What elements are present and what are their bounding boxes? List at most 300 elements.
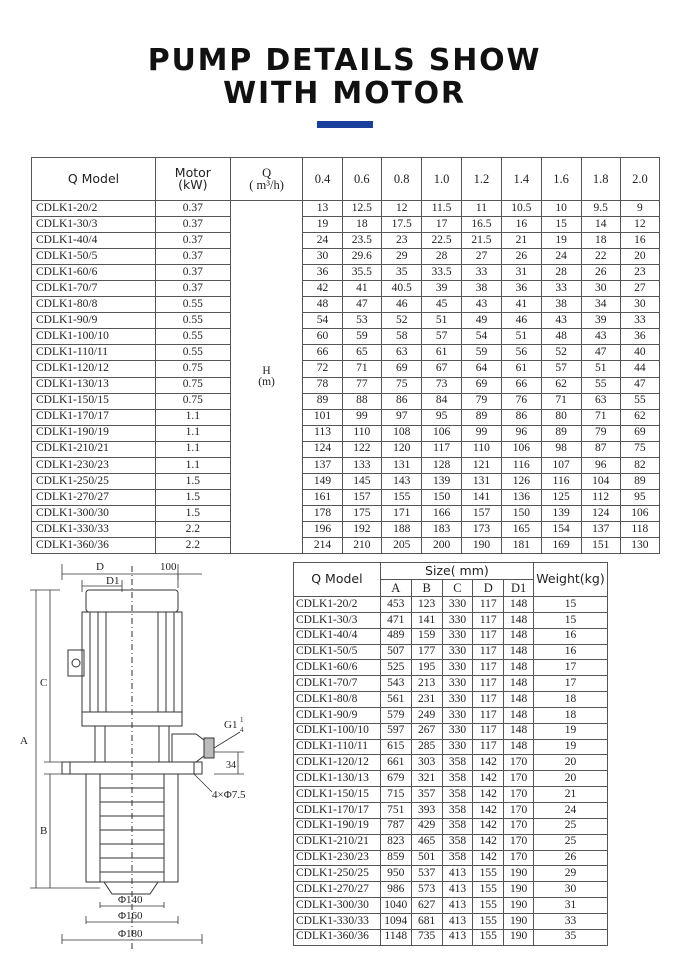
head-value-cell: 41 bbox=[502, 297, 541, 313]
table-row bbox=[32, 361, 660, 377]
head-value-cell: 23 bbox=[382, 233, 422, 249]
size-value-cell: 148 bbox=[504, 692, 534, 708]
head-value-cell: 22 bbox=[581, 249, 620, 265]
flow-header-l1: Q bbox=[262, 165, 272, 180]
motor-cell: 0.37 bbox=[155, 217, 230, 233]
head-value-cell: 46 bbox=[382, 297, 422, 313]
table-row bbox=[294, 898, 608, 914]
head-value-cell: 99 bbox=[342, 409, 381, 425]
size-value-cell: 823 bbox=[380, 834, 411, 850]
flow-col-header: 1.2 bbox=[461, 158, 501, 201]
size-value-cell: 117 bbox=[473, 676, 504, 692]
head-value-cell: 11 bbox=[461, 201, 501, 217]
head-value-cell: 71 bbox=[581, 409, 620, 425]
size-value-cell: 117 bbox=[473, 723, 504, 739]
head-value-cell: 89 bbox=[303, 393, 342, 409]
head-value-cell: 30 bbox=[581, 281, 620, 297]
motor-body bbox=[68, 590, 182, 726]
size-value-cell: 413 bbox=[442, 913, 473, 929]
table-row bbox=[32, 217, 660, 233]
head-value-cell: 84 bbox=[422, 393, 461, 409]
head-value-cell: 116 bbox=[541, 473, 581, 489]
size-value-cell: 525 bbox=[380, 660, 411, 676]
weight-cell: 25 bbox=[534, 834, 608, 850]
table-row bbox=[294, 644, 608, 660]
head-value-cell: 38 bbox=[461, 281, 501, 297]
motor-header bbox=[155, 158, 230, 201]
head-value-cell: 36 bbox=[303, 265, 342, 281]
weight-cell: 15 bbox=[534, 612, 608, 628]
table-row bbox=[32, 473, 660, 489]
head-value-cell: 117 bbox=[422, 441, 461, 457]
model-cell: CDLK1-150/15 bbox=[294, 787, 381, 803]
head-value-cell: 161 bbox=[303, 489, 342, 505]
head-value-cell: 43 bbox=[541, 313, 581, 329]
model-cell: CDLK1-40/4 bbox=[32, 233, 156, 249]
head-value-cell: 33.5 bbox=[422, 265, 461, 281]
size-value-cell: 148 bbox=[504, 660, 534, 676]
head-value-cell: 75 bbox=[620, 441, 659, 457]
head-value-cell: 95 bbox=[422, 409, 461, 425]
size-value-cell: 267 bbox=[411, 723, 442, 739]
size-value-cell: 123 bbox=[411, 597, 442, 613]
dim-100-label: 100 bbox=[160, 561, 177, 573]
motor-cell: 0.37 bbox=[155, 265, 230, 281]
head-value-cell: 54 bbox=[303, 313, 342, 329]
head-value-cell: 86 bbox=[382, 393, 422, 409]
head-value-cell: 78 bbox=[303, 377, 342, 393]
dim-g-frac-num: 1 bbox=[240, 716, 244, 724]
head-value-cell: 196 bbox=[303, 521, 342, 537]
head-value-cell: 49 bbox=[461, 313, 501, 329]
head-value-cell: 175 bbox=[342, 505, 381, 521]
head-value-cell: 124 bbox=[581, 505, 620, 521]
head-value-cell: 112 bbox=[581, 489, 620, 505]
table-row bbox=[32, 457, 660, 473]
head-value-cell: 44 bbox=[620, 361, 659, 377]
model-cell: CDLK1-120/12 bbox=[32, 361, 156, 377]
model-cell: CDLK1-270/27 bbox=[32, 489, 156, 505]
table-row bbox=[294, 882, 608, 898]
size-value-cell: 330 bbox=[442, 739, 473, 755]
size-value-cell: 330 bbox=[442, 597, 473, 613]
head-value-cell: 60 bbox=[303, 329, 342, 345]
head-value-cell: 62 bbox=[541, 377, 581, 393]
size-value-cell: 155 bbox=[473, 913, 504, 929]
head-value-cell: 26 bbox=[581, 265, 620, 281]
size-value-cell: 321 bbox=[411, 771, 442, 787]
model-cell: CDLK1-20/2 bbox=[32, 201, 156, 217]
size-value-cell: 413 bbox=[442, 929, 473, 945]
head-value-cell: 14 bbox=[581, 217, 620, 233]
table-row bbox=[32, 201, 660, 217]
size-value-cell: 117 bbox=[473, 739, 504, 755]
head-value-cell: 171 bbox=[382, 505, 422, 521]
head-value-cell: 200 bbox=[422, 537, 461, 553]
head-value-cell: 151 bbox=[581, 537, 620, 553]
model-cell: CDLK1-230/23 bbox=[32, 457, 156, 473]
table-row bbox=[32, 313, 660, 329]
head-value-cell: 17 bbox=[422, 217, 461, 233]
weight-cell: 20 bbox=[534, 755, 608, 771]
head-value-cell: 131 bbox=[461, 473, 501, 489]
head-value-cell: 107 bbox=[541, 457, 581, 473]
table-row bbox=[294, 771, 608, 787]
head-value-cell: 214 bbox=[303, 537, 342, 553]
head-value-cell: 43 bbox=[581, 329, 620, 345]
flow-header bbox=[230, 158, 303, 201]
head-value-cell: 82 bbox=[620, 457, 659, 473]
head-value-cell: 43 bbox=[461, 297, 501, 313]
head-value-cell: 66 bbox=[303, 345, 342, 361]
table-row bbox=[32, 409, 660, 425]
weight-cell: 25 bbox=[534, 818, 608, 834]
head-value-cell: 133 bbox=[342, 457, 381, 473]
size-value-cell: 471 bbox=[380, 612, 411, 628]
head-value-cell: 58 bbox=[382, 329, 422, 345]
motor-cell: 0.37 bbox=[155, 233, 230, 249]
pump-neck bbox=[95, 726, 214, 762]
head-value-cell: 33 bbox=[461, 265, 501, 281]
head-value-cell: 192 bbox=[342, 521, 381, 537]
size-value-cell: 170 bbox=[504, 771, 534, 787]
head-value-cell: 66 bbox=[502, 377, 541, 393]
head-value-cell: 69 bbox=[620, 425, 659, 441]
size-value-cell: 1040 bbox=[380, 898, 411, 914]
model-cell: CDLK1-80/8 bbox=[32, 297, 156, 313]
head-value-cell: 29.6 bbox=[342, 249, 381, 265]
table-row bbox=[32, 265, 660, 281]
size-value-cell: 142 bbox=[473, 802, 504, 818]
motor-cell: 1.1 bbox=[155, 425, 230, 441]
head-value-cell: 150 bbox=[502, 505, 541, 521]
size-value-cell: 330 bbox=[442, 660, 473, 676]
performance-table bbox=[31, 157, 660, 554]
weight-cell: 33 bbox=[534, 913, 608, 929]
model-cell: CDLK1-110/11 bbox=[32, 345, 156, 361]
head-value-cell: 30 bbox=[303, 249, 342, 265]
model-cell: CDLK1-210/21 bbox=[32, 441, 156, 457]
size-value-cell: 501 bbox=[411, 850, 442, 866]
size-value-cell: 787 bbox=[380, 818, 411, 834]
head-value-cell: 40 bbox=[620, 345, 659, 361]
size-value-cell: 358 bbox=[442, 818, 473, 834]
model-cell: CDLK1-90/9 bbox=[32, 313, 156, 329]
size-value-cell: 148 bbox=[504, 707, 534, 723]
head-value-cell: 24 bbox=[541, 249, 581, 265]
head-value-cell: 96 bbox=[581, 457, 620, 473]
head-value-cell: 145 bbox=[342, 473, 381, 489]
size-value-cell: 561 bbox=[380, 692, 411, 708]
size-value-cell: 1148 bbox=[380, 929, 411, 945]
model-cell: CDLK1-300/30 bbox=[32, 505, 156, 521]
flow-col-header: 1.8 bbox=[581, 158, 620, 201]
table-row bbox=[32, 425, 660, 441]
head-value-cell: 39 bbox=[581, 313, 620, 329]
head-value-cell: 56 bbox=[502, 345, 541, 361]
head-value-cell: 40.5 bbox=[382, 281, 422, 297]
head-value-cell: 45 bbox=[422, 297, 461, 313]
size-value-cell: 190 bbox=[504, 898, 534, 914]
head-value-cell: 139 bbox=[422, 473, 461, 489]
head-value-cell: 106 bbox=[422, 425, 461, 441]
model-cell: CDLK1-170/17 bbox=[32, 409, 156, 425]
table-row bbox=[32, 329, 660, 345]
page-title bbox=[0, 44, 689, 110]
model-cell: CDLK1-250/25 bbox=[32, 473, 156, 489]
size-value-cell: 190 bbox=[504, 882, 534, 898]
weight-cell: 19 bbox=[534, 723, 608, 739]
head-value-cell: 110 bbox=[342, 425, 381, 441]
table-row bbox=[294, 929, 608, 945]
head-value-cell: 63 bbox=[581, 393, 620, 409]
head-label-cell bbox=[230, 201, 303, 554]
size-value-cell: 358 bbox=[442, 802, 473, 818]
head-value-cell: 27 bbox=[620, 281, 659, 297]
motor-cell: 0.75 bbox=[155, 393, 230, 409]
head-value-cell: 47 bbox=[342, 297, 381, 313]
head-value-cell: 33 bbox=[541, 281, 581, 297]
head-value-cell: 55 bbox=[620, 393, 659, 409]
size-col-header: D bbox=[473, 580, 504, 597]
head-value-cell: 89 bbox=[541, 425, 581, 441]
table-row bbox=[294, 660, 608, 676]
head-value-cell: 131 bbox=[382, 457, 422, 473]
size-value-cell: 213 bbox=[411, 676, 442, 692]
model-cell: CDLK1-130/13 bbox=[32, 377, 156, 393]
motor-cell: 1.5 bbox=[155, 505, 230, 521]
flow-col-header: 0.8 bbox=[382, 158, 422, 201]
head-value-cell: 12 bbox=[382, 201, 422, 217]
size-value-cell: 148 bbox=[504, 676, 534, 692]
model-cell: CDLK1-300/30 bbox=[294, 898, 381, 914]
weight-cell: 15 bbox=[534, 597, 608, 613]
table-row bbox=[294, 866, 608, 882]
head-value-cell: 183 bbox=[422, 521, 461, 537]
table-row bbox=[32, 489, 660, 505]
size-value-cell: 859 bbox=[380, 850, 411, 866]
size-value-cell: 117 bbox=[473, 660, 504, 676]
head-value-cell: 39 bbox=[422, 281, 461, 297]
table-row bbox=[294, 755, 608, 771]
head-value-cell: 121 bbox=[461, 457, 501, 473]
head-value-cell: 11.5 bbox=[422, 201, 461, 217]
head-value-cell: 63 bbox=[382, 345, 422, 361]
head-value-cell: 79 bbox=[581, 425, 620, 441]
size-col-header: B bbox=[411, 580, 442, 597]
size-value-cell: 950 bbox=[380, 866, 411, 882]
motor-cell: 0.75 bbox=[155, 361, 230, 377]
head-value-cell: 57 bbox=[422, 329, 461, 345]
head-value-cell: 28 bbox=[541, 265, 581, 281]
weight-cell: 31 bbox=[534, 898, 608, 914]
table-row bbox=[32, 281, 660, 297]
model-cell: CDLK1-150/15 bbox=[32, 393, 156, 409]
head-value-cell: 73 bbox=[422, 377, 461, 393]
size-value-cell: 393 bbox=[411, 802, 442, 818]
table-row bbox=[32, 393, 660, 409]
weight-cell: 20 bbox=[534, 771, 608, 787]
motor-cell: 1.5 bbox=[155, 489, 230, 505]
model-cell: CDLK1-90/9 bbox=[294, 707, 381, 723]
size-value-cell: 142 bbox=[473, 834, 504, 850]
table-row bbox=[294, 597, 608, 613]
size-value-cell: 142 bbox=[473, 850, 504, 866]
motor-header-l1: Motor bbox=[174, 164, 211, 180]
flow-col-header: 1.6 bbox=[541, 158, 581, 201]
head-value-cell: 157 bbox=[342, 489, 381, 505]
motor-cell: 0.37 bbox=[155, 281, 230, 297]
table-row bbox=[294, 723, 608, 739]
head-value-cell: 188 bbox=[382, 521, 422, 537]
size-value-cell: 679 bbox=[380, 771, 411, 787]
head-value-cell: 122 bbox=[342, 441, 381, 457]
dimension-table bbox=[293, 562, 608, 946]
size-value-cell: 543 bbox=[380, 676, 411, 692]
size-value-cell: 170 bbox=[504, 818, 534, 834]
model-cell: CDLK1-330/33 bbox=[32, 521, 156, 537]
head-value-cell: 18 bbox=[581, 233, 620, 249]
flow-header-l2: ( m³/h) bbox=[249, 178, 284, 192]
dim-phi180-label: Φ180 bbox=[118, 928, 143, 940]
size-col-header: C bbox=[442, 580, 473, 597]
motor-cell: 0.55 bbox=[155, 297, 230, 313]
head-value-cell: 205 bbox=[382, 537, 422, 553]
head-value-cell: 48 bbox=[541, 329, 581, 345]
dim-phi160-label: Φ160 bbox=[118, 910, 143, 922]
dim-d-label: D bbox=[96, 561, 104, 573]
head-value-cell: 120 bbox=[382, 441, 422, 457]
motor-cell: 2.2 bbox=[155, 537, 230, 553]
dim-b-label: B bbox=[40, 825, 48, 837]
table-row bbox=[32, 505, 660, 521]
model-cell: CDLK1-360/36 bbox=[294, 929, 381, 945]
head-value-cell: 126 bbox=[502, 473, 541, 489]
size-value-cell: 170 bbox=[504, 802, 534, 818]
head-value-cell: 9 bbox=[620, 201, 659, 217]
head-value-cell: 21.5 bbox=[461, 233, 501, 249]
model-cell: CDLK1-50/5 bbox=[32, 249, 156, 265]
size-value-cell: 117 bbox=[473, 644, 504, 660]
model-cell: CDLK1-360/36 bbox=[32, 537, 156, 553]
size-value-cell: 155 bbox=[473, 882, 504, 898]
size-value-cell: 117 bbox=[473, 707, 504, 723]
head-value-cell: 101 bbox=[303, 409, 342, 425]
head-value-cell: 15 bbox=[541, 217, 581, 233]
table-row bbox=[32, 233, 660, 249]
weight-cell: 24 bbox=[534, 802, 608, 818]
head-value-cell: 67 bbox=[422, 361, 461, 377]
size-value-cell: 190 bbox=[504, 866, 534, 882]
weight-cell: 26 bbox=[534, 850, 608, 866]
model-cell: CDLK1-190/19 bbox=[294, 818, 381, 834]
motor-cell: 0.55 bbox=[155, 329, 230, 345]
weight-cell: 17 bbox=[534, 660, 608, 676]
size-value-cell: 148 bbox=[504, 739, 534, 755]
size-value-cell: 986 bbox=[380, 882, 411, 898]
weight-cell: 21 bbox=[534, 787, 608, 803]
model-cell: CDLK1-130/13 bbox=[294, 771, 381, 787]
model-cell: CDLK1-170/17 bbox=[294, 802, 381, 818]
head-value-cell: 72 bbox=[303, 361, 342, 377]
model-cell: CDLK1-20/2 bbox=[294, 597, 381, 613]
table-row bbox=[294, 913, 608, 929]
model-cell: CDLK1-70/7 bbox=[294, 676, 381, 692]
size-value-cell: 358 bbox=[442, 755, 473, 771]
size-value-cell: 177 bbox=[411, 644, 442, 660]
size-value-cell: 148 bbox=[504, 628, 534, 644]
table-row bbox=[294, 612, 608, 628]
head-value-cell: 98 bbox=[541, 441, 581, 457]
weight-cell: 17 bbox=[534, 676, 608, 692]
head-value-cell: 118 bbox=[620, 521, 659, 537]
size-value-cell: 751 bbox=[380, 802, 411, 818]
head-value-cell: 136 bbox=[502, 489, 541, 505]
motor-cell: 0.37 bbox=[155, 249, 230, 265]
model-cell: CDLK1-110/11 bbox=[294, 739, 381, 755]
head-value-cell: 57 bbox=[541, 361, 581, 377]
head-value-cell: 62 bbox=[620, 409, 659, 425]
head-value-cell: 59 bbox=[342, 329, 381, 345]
size-value-cell: 358 bbox=[442, 834, 473, 850]
head-value-cell: 35.5 bbox=[342, 265, 381, 281]
dim-d1-label: D1 bbox=[106, 575, 120, 587]
dimension-header-row-1 bbox=[294, 563, 608, 580]
dim-phi140-label: Φ140 bbox=[118, 894, 143, 906]
head-value-cell: 30 bbox=[620, 297, 659, 313]
head-value-cell: 10.5 bbox=[502, 201, 541, 217]
size-value-cell: 155 bbox=[473, 929, 504, 945]
model-cell: CDLK1-100/10 bbox=[294, 723, 381, 739]
size-value-cell: 715 bbox=[380, 787, 411, 803]
size-value-cell: 142 bbox=[473, 818, 504, 834]
head-value-cell: 22.5 bbox=[422, 233, 461, 249]
head-value-cell: 97 bbox=[382, 409, 422, 425]
motor-cell: 1.1 bbox=[155, 441, 230, 457]
model-cell: CDLK1-190/19 bbox=[32, 425, 156, 441]
head-value-cell: 71 bbox=[342, 361, 381, 377]
head-value-cell: 52 bbox=[541, 345, 581, 361]
head-value-cell: 9.5 bbox=[581, 201, 620, 217]
table-row bbox=[294, 707, 608, 723]
size-value-cell: 615 bbox=[380, 739, 411, 755]
motor-cell: 0.55 bbox=[155, 345, 230, 361]
size-value-cell: 579 bbox=[380, 707, 411, 723]
size-value-cell: 661 bbox=[380, 755, 411, 771]
head-value-cell: 41 bbox=[342, 281, 381, 297]
head-value-cell: 155 bbox=[382, 489, 422, 505]
head-value-cell: 12 bbox=[620, 217, 659, 233]
head-value-cell: 108 bbox=[382, 425, 422, 441]
head-value-cell: 59 bbox=[461, 345, 501, 361]
table-row bbox=[32, 521, 660, 537]
title-accent-bar bbox=[317, 121, 373, 128]
head-value-cell: 12.5 bbox=[342, 201, 381, 217]
size-value-cell: 681 bbox=[411, 913, 442, 929]
head-value-cell: 47 bbox=[620, 377, 659, 393]
size-value-cell: 148 bbox=[504, 644, 534, 660]
model-cell: CDLK1-70/7 bbox=[32, 281, 156, 297]
weight-cell: 30 bbox=[534, 882, 608, 898]
head-value-cell: 116 bbox=[502, 457, 541, 473]
model-cell: CDLK1-50/5 bbox=[294, 644, 381, 660]
size-value-cell: 358 bbox=[442, 771, 473, 787]
size-value-cell: 142 bbox=[473, 755, 504, 771]
size-value-cell: 330 bbox=[442, 628, 473, 644]
head-value-cell: 106 bbox=[502, 441, 541, 457]
head-value-cell: 69 bbox=[461, 377, 501, 393]
head-value-cell: 61 bbox=[422, 345, 461, 361]
